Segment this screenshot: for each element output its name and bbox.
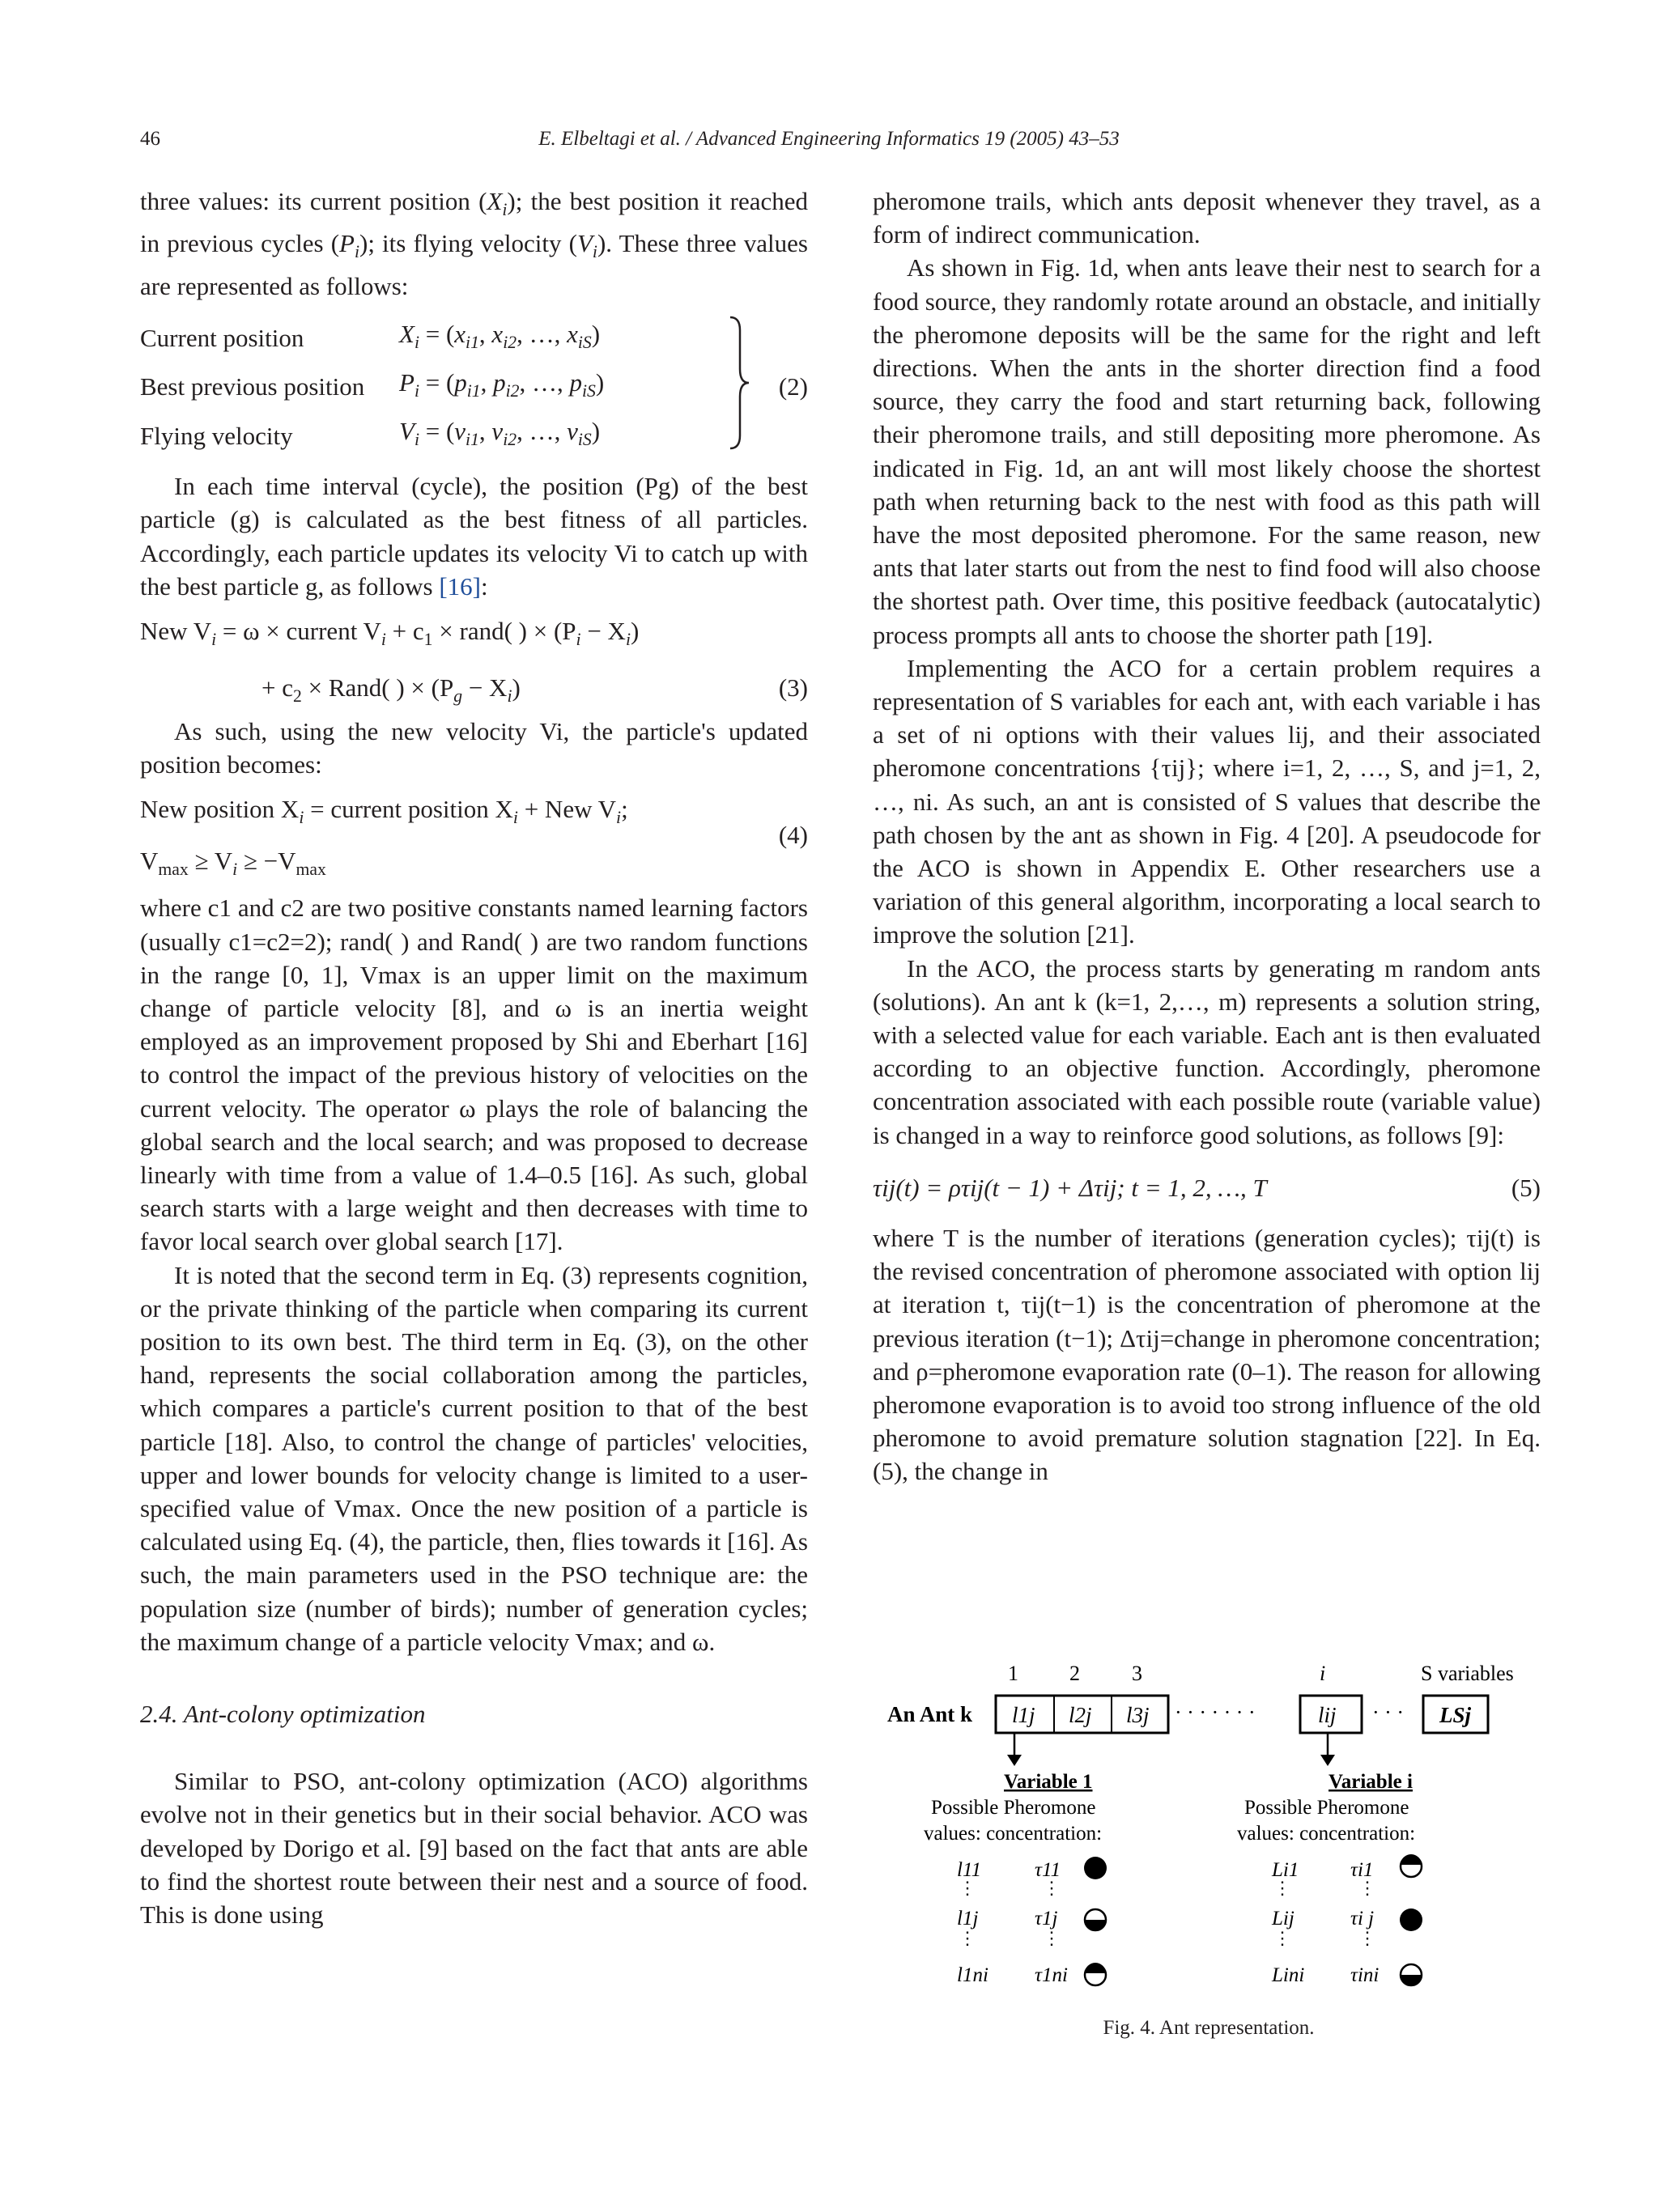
equation-5 [873,1171,1541,1204]
right-val-1: Li1 [1272,1859,1299,1881]
para-where-T: where T is the number of iterations (generation cycles); τij(t) is the revised concentration of pheromone associated with option lij at iteration t, τij(t−1) is the concentration of pheromone at the previous iteration (t−1); Δτij=change in pheromone concentration; and ρ=pheromone evaporation rate (0–1). The reason for allowing pheromone evaporation is to avoid too strong influence of the old pheromone to avoid premature solution stagnation [22]. In Eq. (5), the change in [873,1223,1541,1486]
low-concentration-circle-icon [1401,1964,1422,1985]
cell-l2j: l2j [1069,1703,1092,1727]
eq2-formula-current: $X_i = (x_{i1}$, $x_{i2}$, …, $x_{iS}$) [399,319,601,352]
dots-middle: · · · · · · · [1175,1700,1256,1724]
full-circle-icon [1400,1908,1422,1931]
eq5-number: (5) [1511,1173,1541,1202]
eq2-number: (2) [778,372,808,401]
left-val-1: l11 [957,1859,982,1881]
left-tau-1: τ11 [1035,1859,1061,1881]
eq3-line1: New $V_i = \omega$ × current $V_i + c_1$ × rand( ) × $(P_i - X_i)$ [140,617,640,650]
eq2-label-best: Best previous position [140,372,365,401]
left-val-2: l1j [957,1908,979,1930]
para-new-velocity: As such, using the new velocity Vi, the particle's updated position becomes: [140,717,808,779]
right-vdots-2: ⋮ [1273,1928,1291,1948]
right-tau-1: τi1 [1350,1859,1374,1881]
left-tau-3: τ1ni [1035,1964,1068,1986]
para-best-position: In each time interval (cycle), the position (Pg) of the best particle (g) is calculated as the best fitness of all particles. Accordingly, each particle updates its velocity Vi to catch up with the best particle g, as follows [16]: [140,472,808,601]
brace-icon [727,314,751,452]
left-column [140,185,808,1931]
left-vdots-1: ⋮ [959,1878,976,1898]
para-fig1: As shown in Fig. 1d, when ants leave their nest to search for a food source, they randomly rotate around an obstacle, and initially the pheromone deposits will be the same for the right and left directions. When the ants in the shorter direction find a food source, they carry the food and start returning back, following their pheromone trails, and still depositing more pheromone. As indicated in Fig. 1d, an ant will most likely choose the shortest path when returning back to the nest with food as this path will have the most deposited pheromone. For the same reason, new ants that later starts out from the nest to find food will also choose the shortest path. Over time, this positive feedback (autocatalytic) process prompts all ants to choose the shorter path [19]. [873,253,1541,649]
dots-end: · · · [1372,1700,1404,1724]
values-conc-label-1: values: concentration: [924,1823,1103,1845]
eq2-label-velocity: Flying velocity [140,421,293,450]
eq5-formula: τij(t) = ρτij(t − 1) + Δτij; t = 1, 2, …, T [873,1173,1267,1202]
right-tau-2: τi j [1350,1908,1375,1930]
para-implementing: Implementing the ACO for a certain problem requires a representation of S variables for each ant, with each variable i has a set of ni options with their values lij, and their associated pheromone concentrations {τij}; where i=1, 2, …, S, and j=1, 2, …, ni. As such, an ant is consisted of S values that describe the path chosen by the ant as shown in Fig. 4 [20]. A pseudocode for the ACO is shown in Appendix E. Other researchers use a variation of this general algorithm, incorporating a local search to improve the solution [21]. [873,653,1541,949]
ant-label: An Ant k [887,1702,973,1726]
right-val-2: Lij [1272,1908,1295,1930]
eq2-formula-velocity: $V_i = (v_{i1}$, $v_{i2}$, …, $v_{iS}$) [399,416,601,450]
left-val-3: l1ni [957,1964,988,1986]
left-tau-vdots-2: ⋮ [1043,1928,1061,1948]
para-aco-intro: Similar to PSO, ant-colony optimization (ACO) algorithms evolve not in their genetics but in their social behavior. ACO was developed by Dorigo et al. [9] based on the fact that ants are able to find the shortest route between their nest and a source of food. This is done using [140,1767,808,1930]
cell-l3j: l3j [1126,1703,1150,1727]
running-head: E. Elbeltagi et al. / Advanced Engineering Informatics 19 (2005) 43–53 [538,128,1120,150]
variable-i-label: Variable i [1329,1771,1413,1793]
figure-caption: Fig. 4. Ant representation. [1103,2017,1315,2039]
half-circle-icon [1401,1854,1422,1877]
right-val-3: Lini [1272,1964,1305,1986]
cell-l1j: l1j [1012,1703,1035,1727]
cell-lsj: LSj [1439,1703,1472,1727]
col-number-i: i [1320,1662,1326,1685]
eq2-brace [727,314,759,460]
left-vdots-2: ⋮ [959,1928,976,1948]
values-conc-label-i: values: concentration: [1237,1823,1416,1845]
para-pheromone-cont: pheromone trails, which ants deposit whenever they travel, as a form of indirect communication. [873,187,1541,249]
ant-representation-diagram [873,1651,1545,2015]
s-variables-label: S variables [1421,1662,1514,1685]
eq4-number: (4) [778,821,808,850]
col-number-2: 2 [1069,1662,1080,1685]
cell-lij: lij [1318,1703,1337,1727]
eq3-line2: + $c_2$ × Rand( ) × $(P_g - X_i)$ [261,673,521,707]
page-number: 46 [140,128,160,150]
col-number-3: 3 [1132,1662,1142,1685]
eq2-label-current: Current position [140,324,304,353]
right-tau-3: τini [1350,1964,1380,1986]
right-vdots-1: ⋮ [1273,1878,1291,1898]
intro-paragraph: three values: its current position $(X_i)$; the best position it reached in previous cycles $(P_i)$; its flying velocity $(V_i)$. These three values are represented as follows: [140,187,809,300]
eq2-formula-best: $P_i = (p_{i1}$, $p_{i2}$, …, $p_{iS}$) [399,367,605,401]
eq4-line1: New position $X_i$ = current position $X_i$ + New $V_i$; [140,795,628,828]
eq3-number: (3) [778,673,808,702]
para-process: In the ACO, the process starts by generating m random ants (solutions). An ant k (k=1, 2,…, m) represents a solution string, with a selected value for each variable. Each ant is then evaluated according to an objective function. Accordingly, pheromone concentration associated with each possible route (variable value) is changed in a way to reinforce good solutions, as follows [9]: [873,953,1541,1149]
ref-16[interactable]: [16] [439,571,481,601]
possible-label-i: Possible Pheromone [1244,1797,1409,1819]
equation-3 [140,614,808,707]
para-noted: It is noted that the second term in Eq. (3) represents cognition, or the private thinking of the particle when comparing its current position to its own best. The third term in Eq. (3), on the other hand, represents the social collaboration among the particles, which compares a particle's current position to that of the best particle [18]. Also, to control the change of particles' velocities, upper and lower bounds for velocity change is limited to a user-specified value of Vmax. Once the new position of a particle is calculated using Eq. (4), the particle, then, flies towards it [16]. As such, the main parameters used in the PSO technique are: the population size (number of birds); number of generation cycles; the maximum change of a particle velocity Vmax; and ω. [140,1260,808,1656]
arrow-head-icon [1320,1755,1335,1766]
equation-2 [140,314,808,460]
eq4-line2: $V_{max} \ge V_i \ge -V_{max}$ [140,847,326,880]
figure-4 [873,1651,1545,2056]
full-circle-icon [1084,1857,1107,1879]
half-circle-icon [1085,1963,1106,1985]
left-tau-vdots-1: ⋮ [1043,1878,1061,1898]
col-number-1: 1 [1008,1662,1018,1685]
equation-4 [140,792,808,883]
right-tau-vdots-2: ⋮ [1358,1928,1376,1948]
possible-label-1: Possible Pheromone [931,1797,1096,1819]
low-concentration-circle-icon [1085,1909,1106,1930]
right-tau-vdots-1: ⋮ [1358,1878,1376,1898]
arrow-head-icon [1007,1755,1022,1766]
para-where-c1c2: where c1 and c2 are two positive constants named learning factors (usually c1=c2=2); rand( ) and Rand( ) are two random functions in the range [0, 1], Vmax is an upper limit on the maximum change of particle velocity [8], and ω is an inertia weight employed as an improvement proposed by Shi and Eberhart [16] to control the impact of the previous history of velocities on the current velocity. The operator ω plays the role of balancing the global search and the local search; and was proposed to decrease linearly with time from a value of 1.4–0.5 [16]. As such, global search starts with a large weight and then decreases with time to favor local search over global search [17]. [140,894,808,1256]
section-title: 2.4. Ant-colony optimization [140,1700,426,1729]
right-column [873,185,1541,1488]
variable-1-label: Variable 1 [1004,1771,1093,1793]
left-tau-2: τ1j [1035,1908,1058,1930]
